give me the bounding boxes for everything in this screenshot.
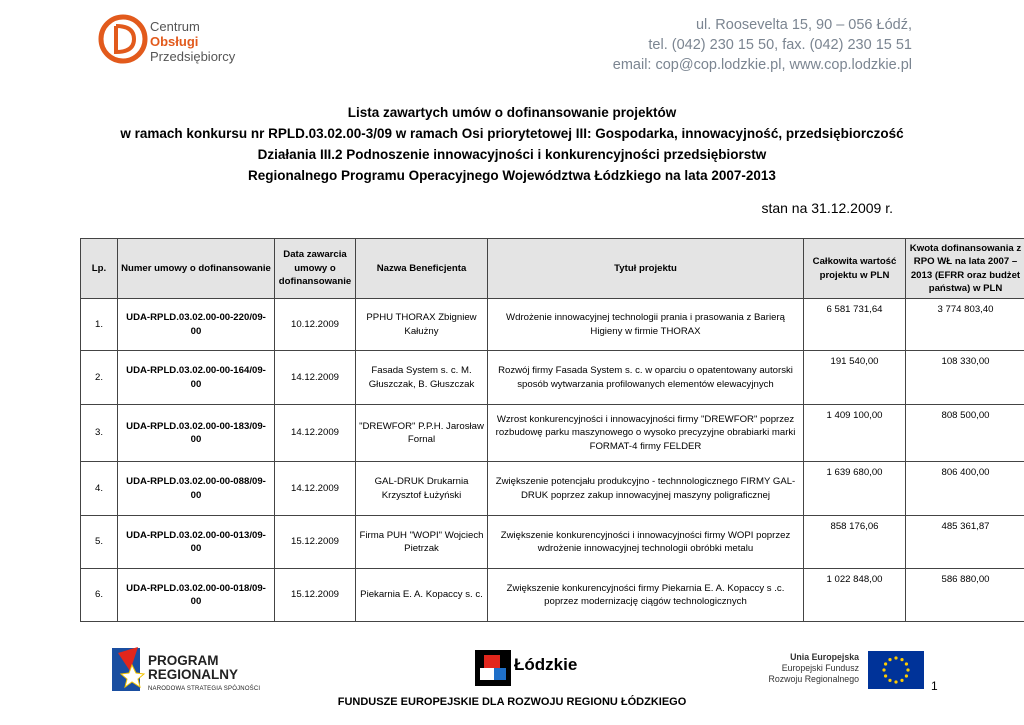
eu-flag-icon (868, 651, 924, 689)
cell-beneficiary: Firma PUH "WOPI" Wojciech Pietrzak (356, 516, 488, 569)
col-total-value: Całkowita wartość projektu w PLN (804, 239, 906, 299)
cop-logo-icon (98, 14, 148, 64)
cell-lp: 6. (81, 569, 118, 622)
col-number: Numer umowy o dofinansowanie (118, 239, 275, 299)
cell-number: UDA-RPLD.03.02.00-00-088/09-00 (118, 462, 275, 516)
table-row (81, 462, 1024, 516)
contact-phone: tel. (042) 230 15 50, fax. (042) 230 15 51 (648, 37, 912, 53)
cell-funding-amount: 586 880,00 (906, 569, 1024, 622)
cell-total-value: 1 639 680,00 (804, 462, 906, 516)
cell-lp: 1. (81, 299, 118, 351)
eu-line-3: Rozwoju Regionalnego (768, 674, 859, 684)
contact-info (613, 15, 912, 75)
document-title (0, 102, 1024, 186)
table-row (81, 351, 1024, 405)
contact-email: email: cop@cop.lodzkie.pl, www.cop.lodzkie.pl (612, 57, 912, 73)
title-line-3: Działania III.2 Podnoszenie innowacyjności i konkurencyjności przedsiębiorstw (257, 147, 767, 162)
page-number: 1 (931, 679, 938, 693)
cell-number: UDA-RPLD.03.02.00-00-018/09-00 (118, 569, 275, 622)
cell-number: UDA-RPLD.03.02.00-00-164/09-00 (118, 351, 275, 405)
cell-date: 14.12.2009 (275, 462, 356, 516)
cell-total-value: 6 581 731,64 (804, 299, 906, 351)
cell-total-value: 191 540,00 (804, 351, 906, 405)
contact-address: ul. Roosevelta 15, 90 – 056 Łódź, (695, 17, 912, 33)
cell-lp: 3. (81, 405, 118, 462)
cell-number: UDA-RPLD.03.02.00-00-183/09-00 (118, 405, 275, 462)
logo-line-2: Obsługi (150, 34, 199, 49)
col-beneficiary: Nazwa Beneficjenta (356, 239, 488, 299)
cell-project-title: Rozwój firmy Fasada System s. c. w oparciu o opatentowany autorski sposób wytwarzania profilowanych elementów elewacyjnych (488, 351, 804, 405)
logo-line-3: Przedsiębiorcy (150, 49, 236, 64)
cell-funding-amount: 485 361,87 (906, 516, 1024, 569)
program-line-3: NARODOWA STRATEGIA SPÓJNOŚCI (148, 686, 261, 692)
cell-beneficiary: PPHU THORAX Zbigniew Kałużny (356, 299, 488, 351)
lodzkie-logo-icon (475, 650, 511, 686)
status-date: stan na 31.12.2009 r. (761, 200, 893, 216)
cell-total-value: 858 176,06 (804, 516, 906, 569)
lodzkie-logo-text: Łódzkie (514, 655, 578, 674)
cell-total-value: 1 022 848,00 (804, 569, 906, 622)
col-funding-amount: Kwota dofinansowania z RPO WŁ na lata 2007 – 2013 (EFRR oraz budżet państwa) w PLN (906, 239, 1024, 299)
cell-date: 14.12.2009 (275, 405, 356, 462)
cell-project-title: Zwiększenie konkurencyjności firmy Piekarnia E. A. Kopaccy s .c. poprzez modernizację ciągów technologicznych (488, 569, 804, 622)
cell-date: 10.12.2009 (275, 299, 356, 351)
cell-beneficiary: Piekarnia E. A. Kopaccy s. c. (356, 569, 488, 622)
cell-number: UDA-RPLD.03.02.00-00-013/09-00 (118, 516, 275, 569)
cell-total-value: 1 409 100,00 (804, 405, 906, 462)
eu-fund-text (764, 652, 859, 685)
footer-tagline: FUNDUSZE EUROPEJSKIE DLA ROZWOJU REGIONU ŁÓDZKIEGO (337, 696, 687, 708)
cell-number: UDA-RPLD.03.02.00-00-220/09-00 (118, 299, 275, 351)
cell-project-title: Wzrost konkurencyjności i innowacyjności firmy "DREWFOR" poprzez rozbudowę parku maszynowego o wysoko precyzyjne obrabiarki marki FORMAT-4 firmy FELDER (488, 405, 804, 462)
table-header-row (81, 239, 1024, 299)
col-project-title: Tytuł projektu (488, 239, 804, 299)
cell-date: 14.12.2009 (275, 351, 356, 405)
cell-beneficiary: Fasada System s. c. M. Głuszczak, B. Głuszczak (356, 351, 488, 405)
contracts-table (80, 238, 1024, 622)
table-row (81, 299, 1024, 351)
cell-date: 15.12.2009 (275, 569, 356, 622)
program-regionalny-logo-text (148, 654, 260, 696)
eu-line-1: Unia Europejska (790, 652, 859, 662)
cell-project-title: Zwiększenie konkurencyjności i innowacyjności firmy WOPI poprzez wdrożenie innowacyjnej technologii obróbki metalu (488, 516, 804, 569)
table-row (81, 405, 1024, 462)
cop-logo-text (150, 19, 235, 64)
cell-funding-amount: 808 500,00 (906, 405, 1024, 462)
cell-lp: 5. (81, 516, 118, 569)
program-line-1: PROGRAM (148, 653, 219, 668)
cell-funding-amount: 806 400,00 (906, 462, 1024, 516)
col-date: Data zawarcia umowy o dofinansowanie (275, 239, 356, 299)
title-line-2: w ramach konkursu nr RPLD.03.02.00-3/09 w ramach Osi priorytetowej III: Gospodarka, innowacyjność, przedsiębiorczość (120, 126, 904, 141)
col-lp: Lp. (81, 239, 118, 299)
table-row (81, 516, 1024, 569)
eu-line-2: Europejski Fundusz (781, 663, 859, 673)
cell-lp: 4. (81, 462, 118, 516)
title-line-4: Regionalnego Programu Operacyjnego Województwa Łódzkiego na lata 2007-2013 (248, 168, 776, 183)
cell-project-title: Zwiększenie potencjału produkcyjno - technnologicznego FIRMY GAL-DRUK poprzez zakup innowacyjnej maszyny poligraficznej (488, 462, 804, 516)
cell-funding-amount: 3 774 803,40 (906, 299, 1024, 351)
logo-line-1: Centrum (150, 19, 200, 34)
cell-lp: 2. (81, 351, 118, 405)
table-row (81, 569, 1024, 622)
cell-date: 15.12.2009 (275, 516, 356, 569)
program-line-2: REGIONALNY (148, 667, 239, 682)
cell-funding-amount: 108 330,00 (906, 351, 1024, 405)
title-line-1: Lista zawartych umów o dofinansowanie projektów (347, 105, 677, 120)
cell-beneficiary: "DREWFOR" P.P.H. Jarosław Fornal (356, 405, 488, 462)
cell-project-title: Wdrożenie innowacyjnej technologii prania i prasowania z Barierą Higieny w firmie THORAX (488, 299, 804, 351)
cell-beneficiary: GAL-DRUK Drukarnia Krzysztof Łużyński (356, 462, 488, 516)
